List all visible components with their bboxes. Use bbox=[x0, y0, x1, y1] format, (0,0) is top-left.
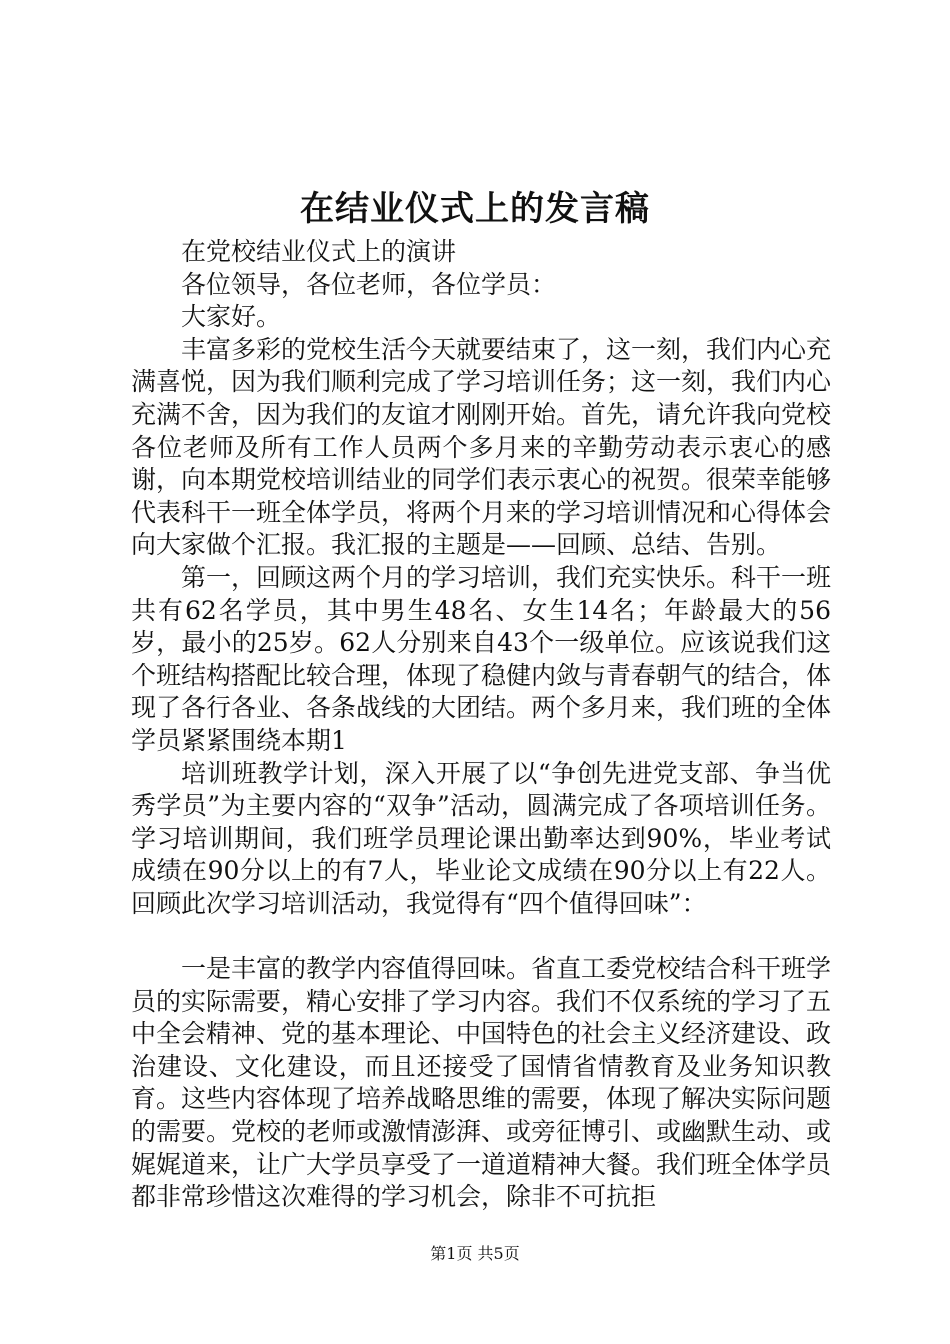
paragraph-salutation: 各位领导，各位老师，各位学员： bbox=[181, 269, 557, 299]
document-title: 在结业仪式上的发言稿 bbox=[300, 189, 650, 229]
page-number-footer: 第1页 共5页 bbox=[430, 1244, 520, 1263]
document-body bbox=[131, 236, 831, 1214]
paragraph-subtitle: 在党校结业仪式上的演讲 bbox=[181, 237, 457, 266]
paragraph-training-summary: 培训班教学计划，深入开展了以“争创先进党支部、争当优秀学员”为主要内容的“双争”活动，圆满完成了各项培训任务。学习培训期间，我们班学员理论课出勤率达到90%，毕业考试成绩在90分以上的有7人，毕业论文成绩在90分以上有22人。回顾此次学习培训活动，我觉得有“四个值得回味”： bbox=[131, 758, 831, 918]
paragraph-first-point: 第一，回顾这两个月的学习培训，我们充实快乐。科干一班共有62名学员，其中男生48名、女生14名；年龄最大的56岁，最小的25岁。62人分别来自43个一级单位。应该说我们这个班结构搭配比较合理，体现了稳健内敛与青春朝气的结合，体现了各行各业、各条战线的大团结。两个多月来，我们班的全体学员紧紧围绕本期1 bbox=[131, 562, 832, 755]
paragraph-teaching-content: 一是丰富的教学内容值得回味。省直工委党校结合科干班学员的实际需要，精心安排了学习内容。我们不仅系统的学习了五中全会精神、党的基本理论、中国特色的社会主义经济建设、政治建设、文化建设，而且还接受了国情省情教育及业务知识教育。这些内容体现了培养战略思维的需要，体现了解决实际问题的需要。党校的老师或激情澎湃、或旁征博引、或幽默生动、或娓娓道来，让广大学员享受了一道道精神大餐。我们班全体学员都非常珍惜这次难得的学习机会，除非不可抗拒 bbox=[131, 954, 832, 1212]
paragraph-greeting: 大家好。 bbox=[181, 302, 282, 332]
paragraph-opening: 丰富多彩的党校生活今天就要结束了，这一刻，我们内心充满喜悦，因为我们顺利完成了学习培训任务；这一刻，我们内心充满不舍，因为我们的友谊才刚刚开始。首先，请允许我向党校各位老师及所有工作人员两个多月来的辛勤劳动表示衷心的感谢，向本期党校培训结业的同学们表示衷心的祝贺。很荣幸能够代表科干一班全体学员，将两个月来的学习培训情况和心得体会向大家做个汇报。我汇报的主题是——回顾、总结、告别。 bbox=[131, 334, 832, 560]
